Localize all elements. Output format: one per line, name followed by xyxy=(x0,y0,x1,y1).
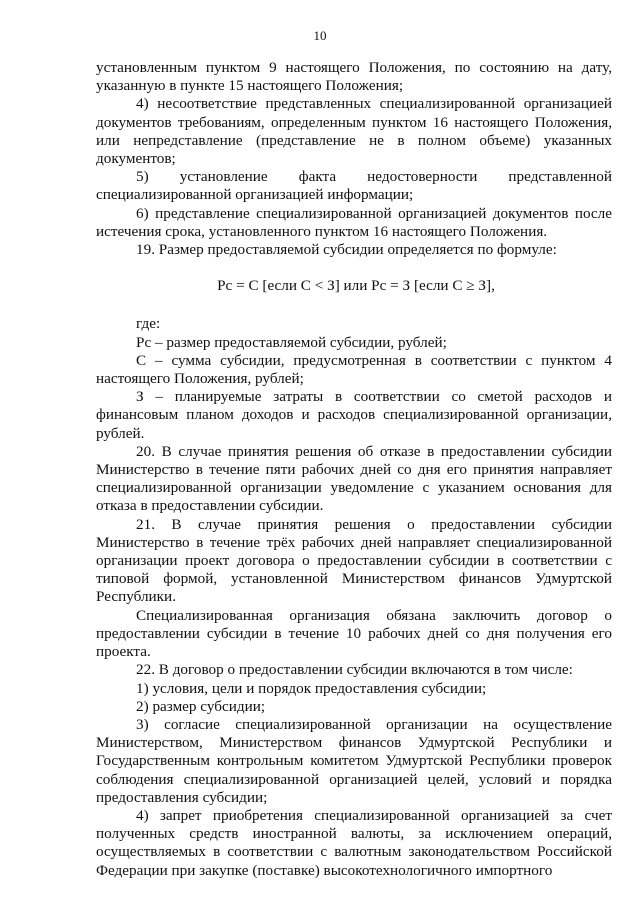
document-body xyxy=(96,59,612,880)
paragraph-19: 19. Размер предоставляемой субсидии определяется по формуле: xyxy=(136,241,557,259)
paragraph-21-obligation: Специализированная организация обязана заключить договор о предоставлении субсидии в течение 10 рабочих дней со дня получения его проекта. xyxy=(96,606,612,661)
paragraph-item-6: 6) представление специализированной организацией документов после истечения срока, установленного пунктом 16 настоящего Положения. xyxy=(96,204,612,240)
formula-definition-c: С – сумма субсидии, предусмотренная в соответствии с пунктом 4 настоящего Положения, рублей; xyxy=(96,351,612,388)
paragraph-20: 20. В случае принятия решения об отказе в предоставлении субсидии Министерство в течение пяти рабочих дней со дня его принятия направляет специализированной организации уведомление с указанием основания для отказа в предоставлении субсидии. xyxy=(96,442,612,515)
paragraph-22-item-2: 2) размер субсидии; xyxy=(136,697,266,715)
subsidy-formula: Рс = С [если С < З] или Рс = З [если С ≥ З], xyxy=(217,277,495,295)
formula-definition-z: З – планируемые затраты в соответствии со сметой расходов и финансовым планом доходов и расходов специализированной организации, рублей. xyxy=(96,388,612,442)
paragraph-22: 22. В договор о предоставлении субсидии включаются в том числе: xyxy=(136,661,573,679)
formula-definition-rc: Рс – размер предоставляемой субсидии, рублей; xyxy=(136,333,447,351)
formula-where-label: где: xyxy=(136,315,161,333)
page-number: 10 xyxy=(313,28,327,43)
paragraph-continuation: установленным пунктом 9 настоящего Положения, по состоянию на дату, указанную в пункте 15 настоящего Положения; xyxy=(96,59,612,95)
paragraph-21: 21. В случае принятия решения о предоставлении субсидии Министерство в течение трёх рабочих дней направляет специализированной организации проект договора о предоставлении субсидии в соответствии с типовой формой, установленной Министерством финансов Удмуртской Республики. xyxy=(96,515,612,606)
paragraph-item-4: 4) несоответствие представленных специализированной организацией документов требованиям, определенным пунктом 16 настоящего Положения, или непредставление (представление не в полном объеме) указанных документов; xyxy=(96,95,612,168)
paragraph-item-5: 5) установление факта недостоверности представленной специализированной организацией информации; xyxy=(96,168,612,204)
paragraph-22-item-1: 1) условия, цели и порядок предоставления субсидии; xyxy=(136,679,487,697)
paragraph-22-item-3: 3) согласие специализированной организации на осуществление Министерством, Министерством финансов Удмуртской Республики и Государственным контрольным комитетом Удмуртской Республики проверок соблюдения специализированной организацией целей, условий и порядка предоставления субсидии; xyxy=(96,715,612,806)
paragraph-22-item-4: 4) запрет приобретения специализированной организацией за счет полученных средств иностранной валюты, за исключением операций, осуществляемых в соответствии с валютным законодательством Российской Федерации при закупке (поставке) высокотехнологичного импортного xyxy=(96,806,612,879)
